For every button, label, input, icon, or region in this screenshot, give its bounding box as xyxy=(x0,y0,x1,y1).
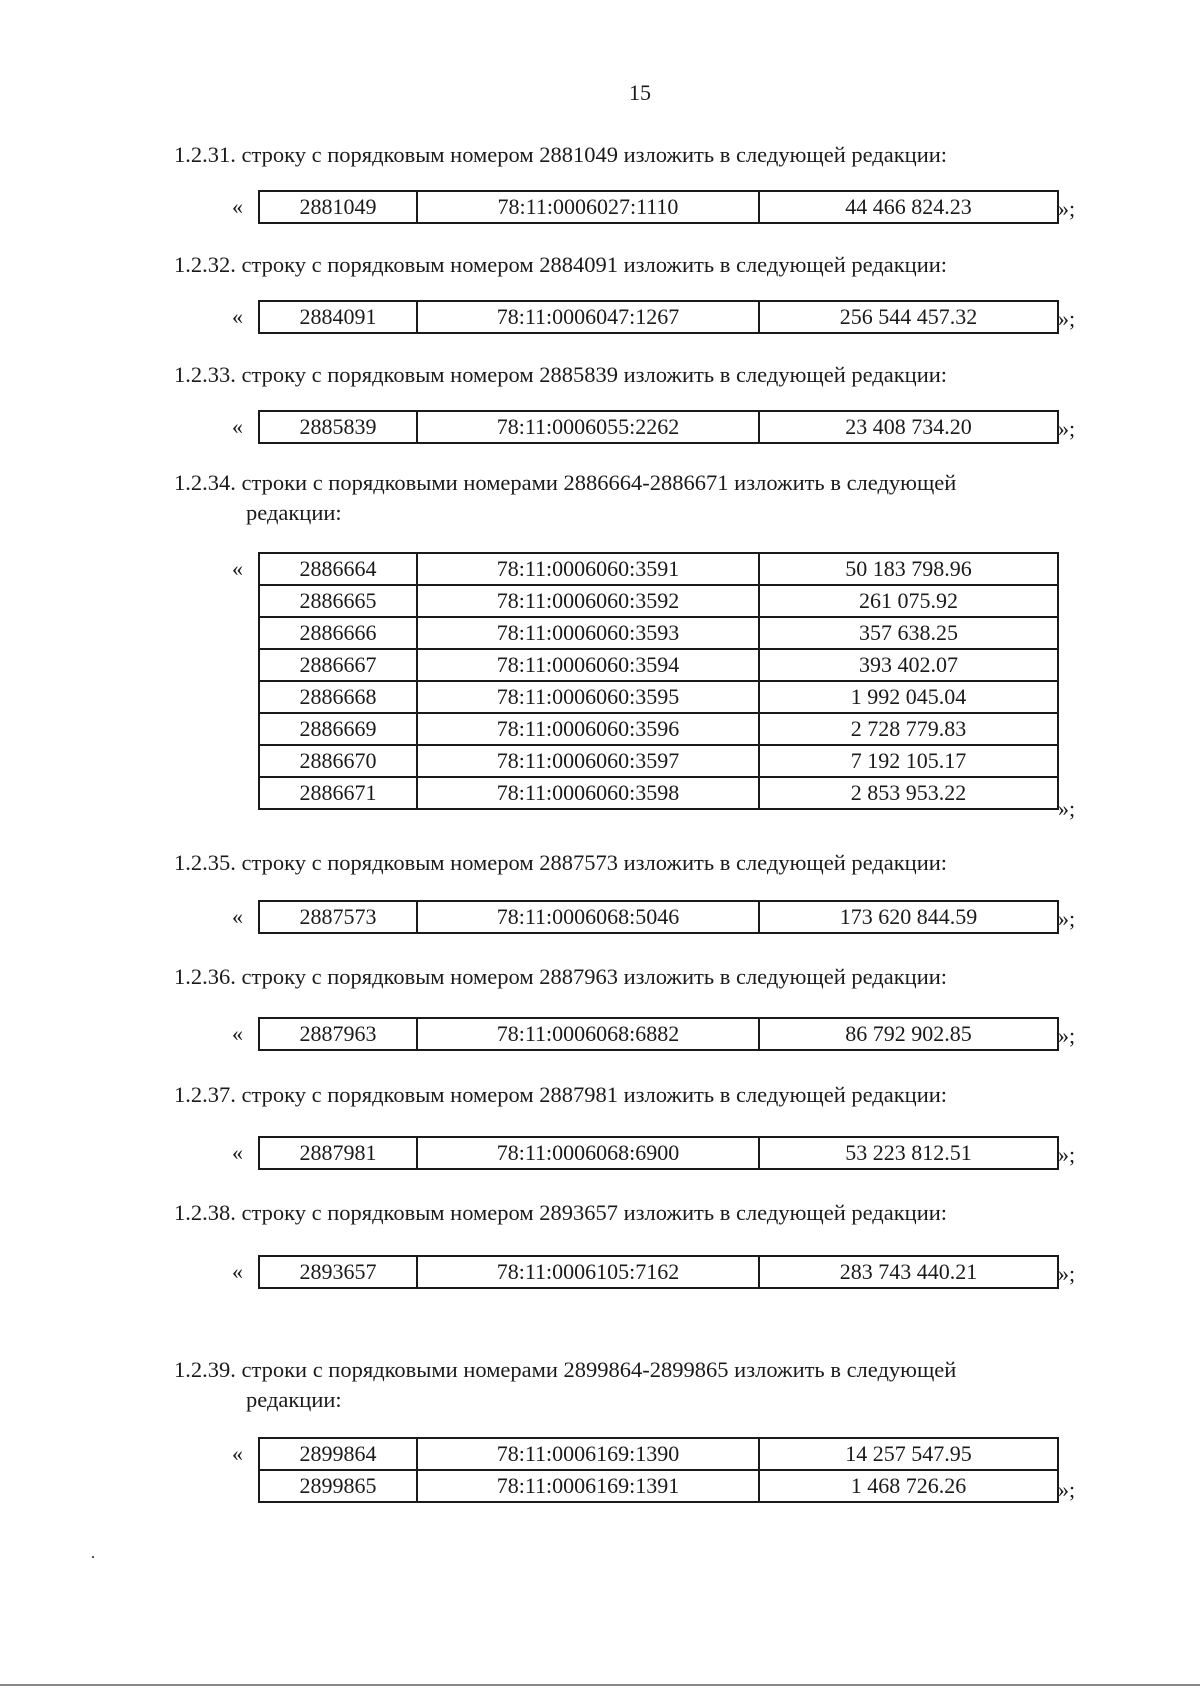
value-cell: 86 792 902.85 xyxy=(759,1018,1058,1050)
amendment-table xyxy=(258,1136,1059,1170)
row-number-cell: 2893657 xyxy=(259,1256,417,1288)
table-row xyxy=(259,617,1058,649)
amendment-table xyxy=(258,1017,1059,1051)
cadastral-number-cell: 78:11:0006169:1390 xyxy=(417,1438,759,1470)
amendment-table xyxy=(258,900,1059,934)
amendment-table xyxy=(258,1437,1059,1503)
closing-quote: »; xyxy=(1058,416,1076,441)
cadastral-number-cell: 78:11:0006068:5046 xyxy=(417,901,759,933)
row-number-cell: 2885839 xyxy=(259,411,417,443)
row-number-cell: 2887573 xyxy=(259,901,417,933)
row-number-cell: 2886671 xyxy=(259,777,417,809)
table-row xyxy=(259,1137,1058,1169)
item-text: строку с порядковым номером 2887981 изложить в следующей редакции: xyxy=(241,1082,948,1107)
item-heading xyxy=(174,1198,1124,1228)
amendment-table xyxy=(258,190,1059,224)
item-text: строку с порядковым номером 2884091 изложить в следующей редакции: xyxy=(241,252,948,277)
value-cell: 357 638.25 xyxy=(759,617,1058,649)
closing-quote: »; xyxy=(1058,906,1076,931)
cadastral-number-cell: 78:11:0006060:3598 xyxy=(417,777,759,809)
item-text-continuation: редакции: xyxy=(246,500,342,525)
row-number-cell: 2886666 xyxy=(259,617,417,649)
quoted-table-block xyxy=(232,410,1092,444)
item-text-continuation: редакции: xyxy=(246,1387,342,1412)
item-number: 1.2.35. xyxy=(174,850,236,875)
item-number: 1.2.37. xyxy=(174,1082,236,1107)
table-row xyxy=(259,901,1058,933)
item-number: 1.2.33. xyxy=(174,362,236,387)
quoted-table-block xyxy=(232,552,1092,824)
opening-quote: « xyxy=(232,1259,243,1284)
value-cell: 23 408 734.20 xyxy=(759,411,1058,443)
table-row xyxy=(259,745,1058,777)
item-number: 1.2.36. xyxy=(174,964,236,989)
table-row xyxy=(259,649,1058,681)
cadastral-number-cell: 78:11:0006105:7162 xyxy=(417,1256,759,1288)
item-number: 1.2.34. xyxy=(174,470,236,495)
quoted-table-block xyxy=(232,190,1092,224)
quoted-table-block xyxy=(232,1136,1092,1170)
opening-quote: « xyxy=(232,194,243,219)
value-cell: 7 192 105.17 xyxy=(759,745,1058,777)
row-number-cell: 2886669 xyxy=(259,713,417,745)
opening-quote: « xyxy=(232,1140,243,1165)
item-heading xyxy=(174,140,1124,170)
value-cell: 2 728 779.83 xyxy=(759,713,1058,745)
item-text: строку с порядковым номером 2893657 изложить в следующей редакции: xyxy=(241,1200,948,1225)
row-number-cell: 2899865 xyxy=(259,1470,417,1502)
quoted-table-block xyxy=(232,1437,1092,1505)
table-row xyxy=(259,301,1058,333)
table-row xyxy=(259,1256,1058,1288)
row-number-cell: 2886665 xyxy=(259,585,417,617)
cadastral-number-cell: 78:11:0006027:1110 xyxy=(417,191,759,223)
table-row xyxy=(259,585,1058,617)
cadastral-number-cell: 78:11:0006060:3596 xyxy=(417,713,759,745)
value-cell: 173 620 844.59 xyxy=(759,901,1058,933)
cadastral-number-cell: 78:11:0006055:2262 xyxy=(417,411,759,443)
cadastral-number-cell: 78:11:0006068:6882 xyxy=(417,1018,759,1050)
value-cell: 44 466 824.23 xyxy=(759,191,1058,223)
closing-quote: »; xyxy=(1058,1261,1076,1286)
value-cell: 1 468 726.26 xyxy=(759,1470,1058,1502)
closing-quote: »; xyxy=(1058,1477,1076,1502)
opening-quote: « xyxy=(232,304,243,329)
amendment-table xyxy=(258,1255,1059,1289)
quoted-table-block xyxy=(232,300,1092,334)
item-heading xyxy=(174,848,1124,878)
row-number-cell: 2887963 xyxy=(259,1018,417,1050)
item-text: строки с порядковыми номерами 2899864-2899865 изложить в следующей xyxy=(241,1357,957,1382)
item-heading xyxy=(174,468,1124,528)
item-text: строку с порядковым номером 2885839 изложить в следующей редакции: xyxy=(241,362,948,387)
row-number-cell: 2899864 xyxy=(259,1438,417,1470)
closing-quote: »; xyxy=(1058,796,1076,821)
row-number-cell: 2886670 xyxy=(259,745,417,777)
page-number: 15 xyxy=(629,80,651,105)
value-cell: 50 183 798.96 xyxy=(759,553,1058,585)
table-row xyxy=(259,777,1058,809)
cadastral-number-cell: 78:11:0006060:3594 xyxy=(417,649,759,681)
opening-quote: « xyxy=(232,1441,243,1466)
item-text: строку с порядковым номером 2887963 изложить в следующей редакции: xyxy=(241,964,948,989)
opening-quote: « xyxy=(232,904,243,929)
cadastral-number-cell: 78:11:0006060:3592 xyxy=(417,585,759,617)
table-row xyxy=(259,1438,1058,1470)
item-heading xyxy=(174,962,1124,992)
item-number: 1.2.31. xyxy=(174,142,236,167)
item-text: строку с порядковым номером 2887573 изложить в следующей редакции: xyxy=(241,850,948,875)
value-cell: 393 402.07 xyxy=(759,649,1058,681)
cadastral-number-cell: 78:11:0006060:3595 xyxy=(417,681,759,713)
table-row xyxy=(259,1470,1058,1502)
scan-speck xyxy=(92,1556,94,1558)
item-heading xyxy=(174,1355,1124,1415)
amendment-table xyxy=(258,300,1059,334)
cadastral-number-cell: 78:11:0006060:3591 xyxy=(417,553,759,585)
opening-quote: « xyxy=(232,1021,243,1046)
item-heading xyxy=(174,1080,1124,1110)
table-row xyxy=(259,411,1058,443)
value-cell: 283 743 440.21 xyxy=(759,1256,1058,1288)
amendment-table xyxy=(258,410,1059,444)
cadastral-number-cell: 78:11:0006060:3597 xyxy=(417,745,759,777)
cadastral-number-cell: 78:11:0006060:3593 xyxy=(417,617,759,649)
opening-quote: « xyxy=(232,556,243,581)
value-cell: 14 257 547.95 xyxy=(759,1438,1058,1470)
closing-quote: »; xyxy=(1058,196,1076,221)
value-cell: 261 075.92 xyxy=(759,585,1058,617)
row-number-cell: 2886668 xyxy=(259,681,417,713)
value-cell: 2 853 953.22 xyxy=(759,777,1058,809)
bottom-edge-line xyxy=(0,1684,1200,1686)
item-heading xyxy=(174,250,1124,280)
cadastral-number-cell: 78:11:0006068:6900 xyxy=(417,1137,759,1169)
table-row xyxy=(259,1018,1058,1050)
table-row xyxy=(259,713,1058,745)
value-cell: 53 223 812.51 xyxy=(759,1137,1058,1169)
opening-quote: « xyxy=(232,414,243,439)
item-number: 1.2.32. xyxy=(174,252,236,277)
table-row xyxy=(259,191,1058,223)
closing-quote: »; xyxy=(1058,1142,1076,1167)
table-row xyxy=(259,553,1058,585)
item-number: 1.2.39. xyxy=(174,1357,236,1382)
closing-quote: »; xyxy=(1058,1023,1076,1048)
value-cell: 1 992 045.04 xyxy=(759,681,1058,713)
row-number-cell: 2884091 xyxy=(259,301,417,333)
item-text: строку с порядковым номером 2881049 изложить в следующей редакции: xyxy=(241,142,948,167)
amendment-table xyxy=(258,552,1059,810)
row-number-cell: 2881049 xyxy=(259,191,417,223)
cadastral-number-cell: 78:11:0006169:1391 xyxy=(417,1470,759,1502)
row-number-cell: 2886664 xyxy=(259,553,417,585)
row-number-cell: 2886667 xyxy=(259,649,417,681)
closing-quote: »; xyxy=(1058,306,1076,331)
quoted-table-block xyxy=(232,900,1092,934)
item-number: 1.2.38. xyxy=(174,1200,236,1225)
item-heading xyxy=(174,360,1124,390)
cadastral-number-cell: 78:11:0006047:1267 xyxy=(417,301,759,333)
table-row xyxy=(259,681,1058,713)
value-cell: 256 544 457.32 xyxy=(759,301,1058,333)
row-number-cell: 2887981 xyxy=(259,1137,417,1169)
quoted-table-block xyxy=(232,1255,1092,1289)
item-text: строки с порядковыми номерами 2886664-2886671 изложить в следующей xyxy=(241,470,957,495)
quoted-table-block xyxy=(232,1017,1092,1051)
